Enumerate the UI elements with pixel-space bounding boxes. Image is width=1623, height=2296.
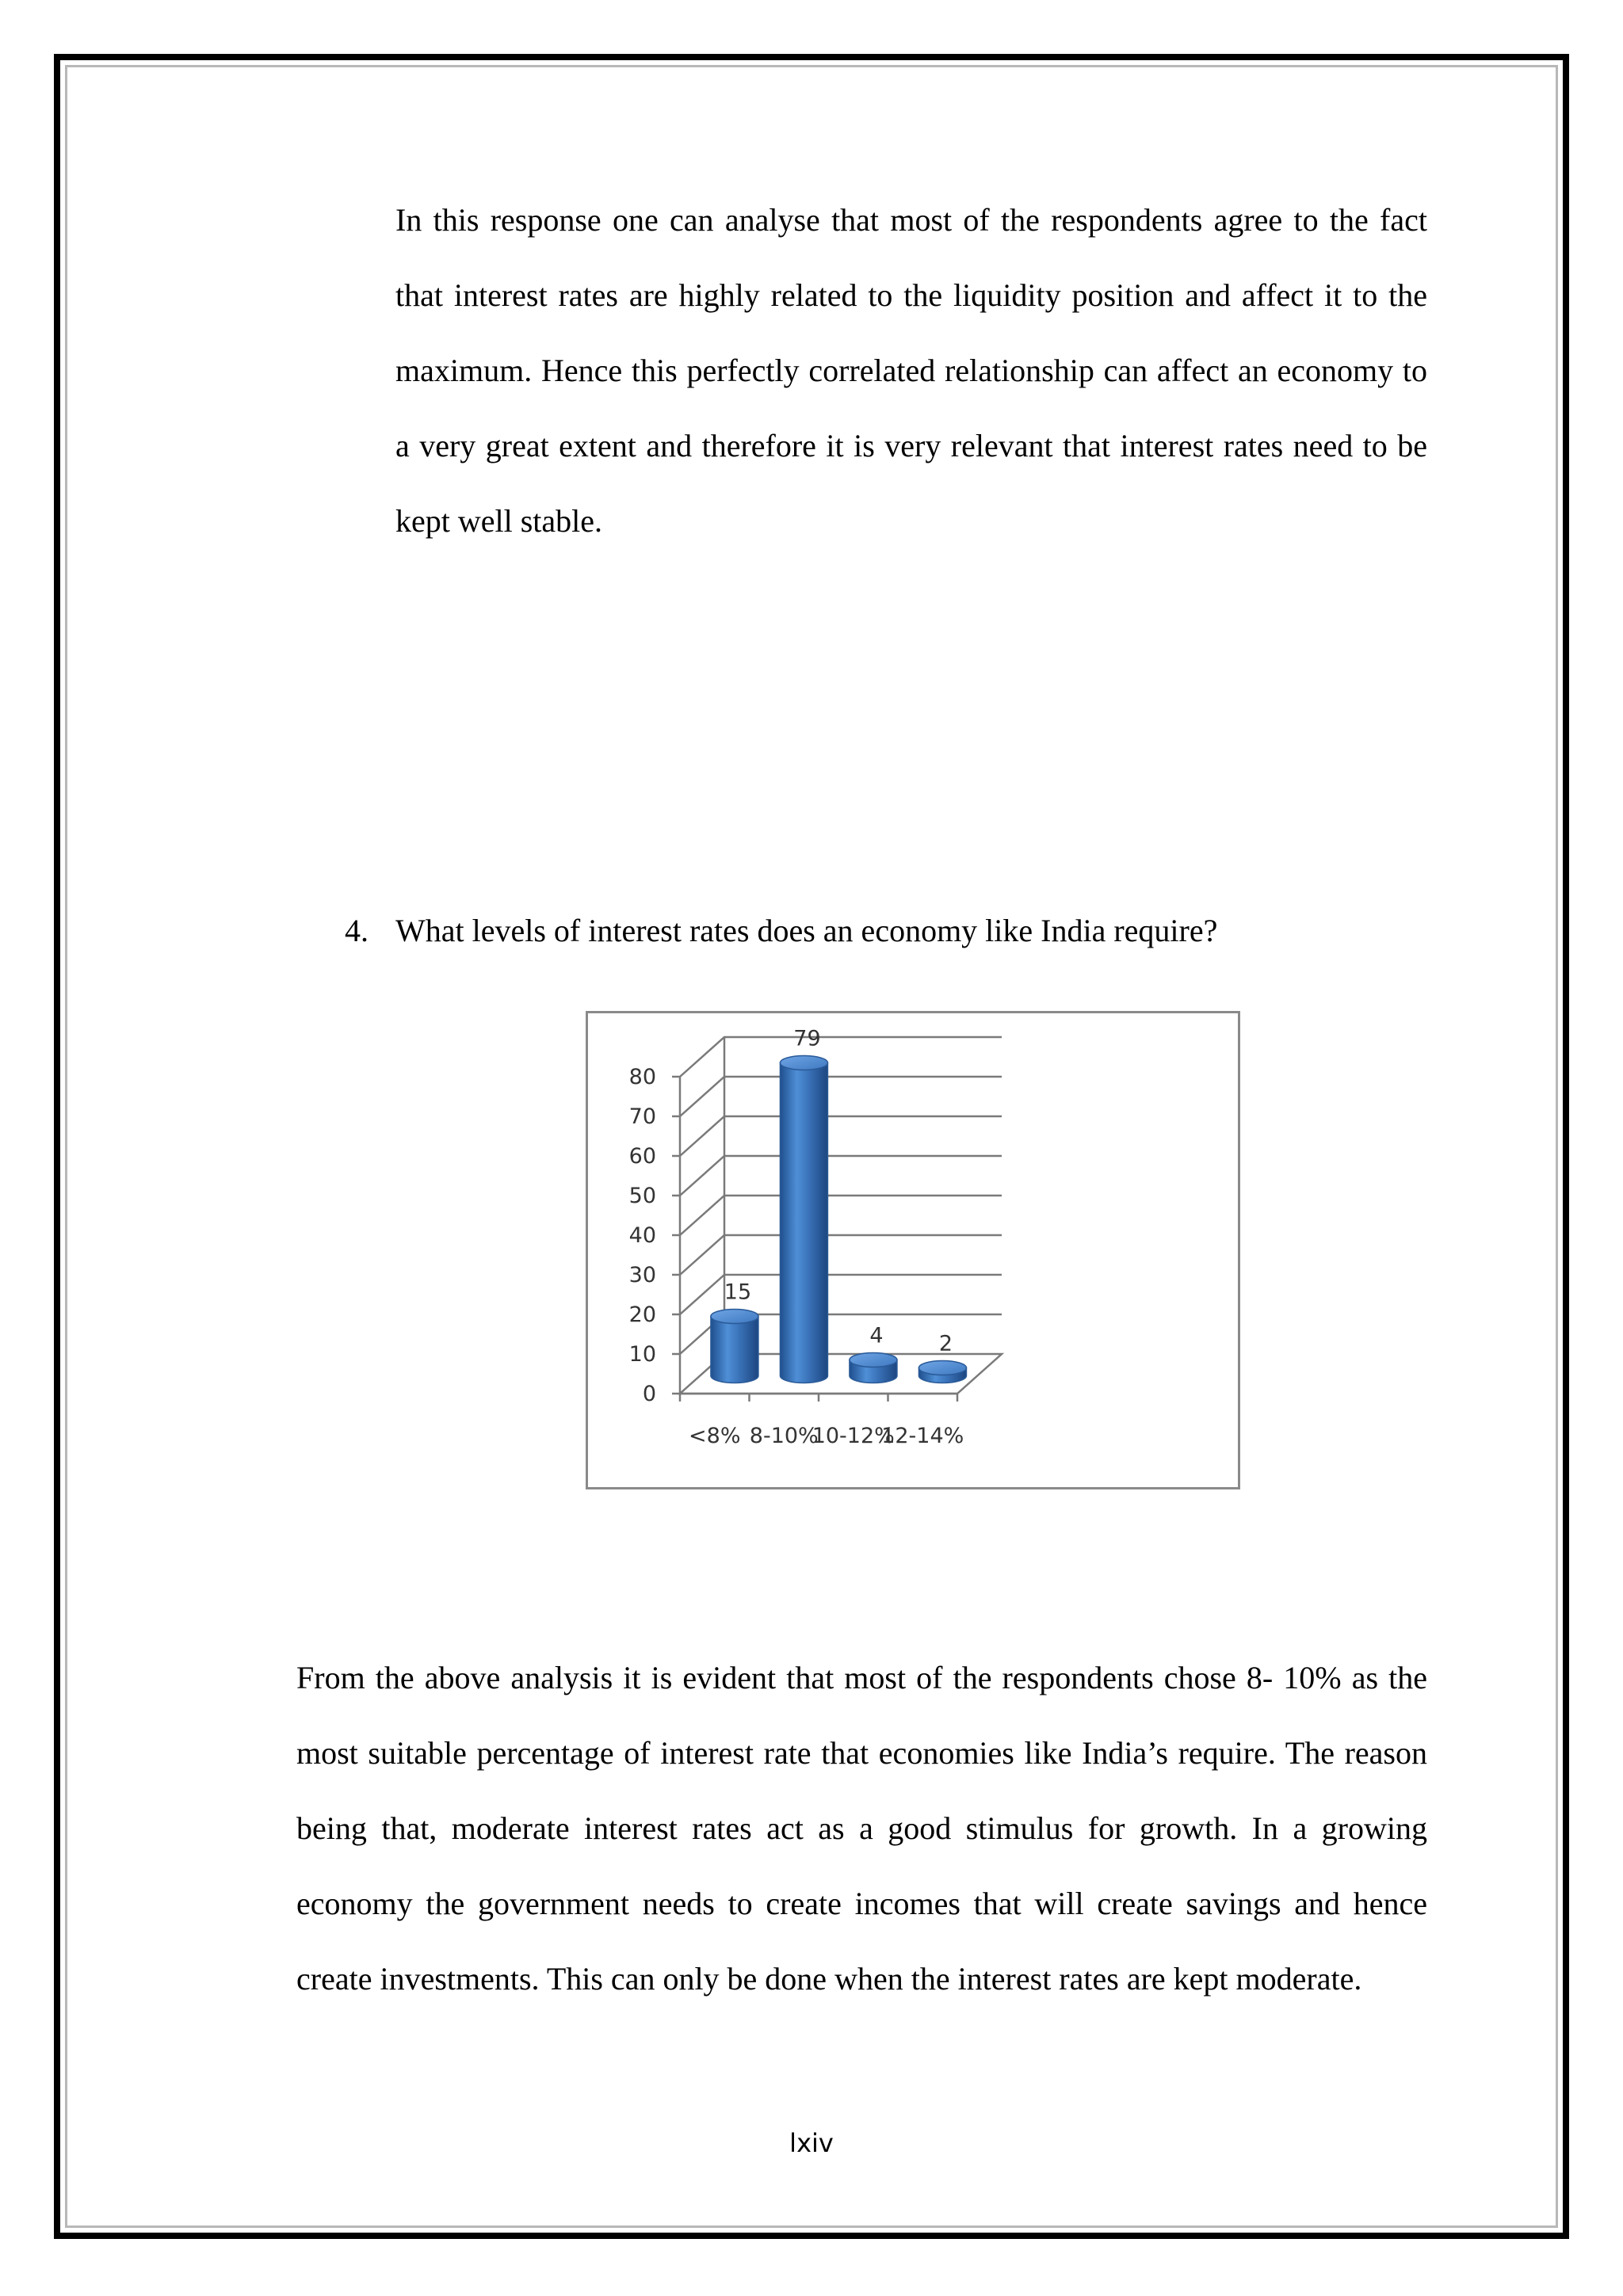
survey-question (345, 907, 1217, 955)
y-tick-label: 10 (628, 1342, 656, 1367)
bar-chart (586, 1011, 1240, 1489)
bar-8-10% (780, 1056, 827, 1383)
x-tick-label: 8-10% (749, 1424, 819, 1448)
data-label: 2 (938, 1331, 953, 1356)
y-tick-label: 40 (628, 1223, 656, 1248)
y-tick-label: 0 (642, 1382, 656, 1406)
gridline (680, 1196, 1002, 1235)
bar-cap (711, 1310, 758, 1324)
page-number: lxiv (789, 2128, 834, 2158)
bar-chart-svg (588, 1013, 1238, 1487)
bar-cap (780, 1056, 827, 1070)
y-tick-label: 20 (628, 1302, 656, 1327)
gridline (680, 1235, 1002, 1275)
x-tick-label: <8% (689, 1424, 741, 1448)
bar-10-12% (850, 1353, 897, 1383)
bar-cap (850, 1353, 897, 1367)
y-tick-label: 60 (628, 1144, 656, 1169)
gridline (680, 1077, 1002, 1116)
gridline (680, 1116, 1002, 1156)
bar-cap (918, 1361, 966, 1375)
bar-12-14% (918, 1361, 966, 1383)
y-tick-label: 50 (628, 1184, 656, 1208)
y-tick-label: 80 (628, 1065, 656, 1089)
x-tick-label: 10-12% (812, 1424, 895, 1448)
y-tick-label: 30 (628, 1263, 656, 1287)
bar-<8% (711, 1310, 758, 1383)
question-number: 4. (345, 913, 369, 948)
bar-body (780, 1063, 827, 1383)
y-tick-label: 70 (628, 1104, 656, 1129)
analysis-paragraph-1: In this response one can analyse that most of the respondents agree to the fact that interest rates are highly related to the liquidity position and affect it to the maximum. Hence this perfectly correlated relationship can affect an economy to a very great extent and therefore it is very relevant that interest rates need to be kept well stable. (395, 202, 1427, 539)
question-text: What levels of interest rates does an economy like India require? (395, 913, 1218, 948)
data-label: 79 (793, 1026, 821, 1051)
bar-body (711, 1317, 758, 1383)
gridline (680, 1156, 1002, 1196)
analysis-paragraph-2: From the above analysis it is evident that most of the respondents chose 8- 10% as the most suitable percentage of interest rate that economies like India’s require. The reason being that, moderate interest rates act as a good stimulus for growth. In a growing economy the government needs to create incomes that will create savings and hence create investments. This can only be done when the interest rates are kept moderate. (296, 1660, 1427, 1997)
gridline (680, 1037, 1002, 1077)
data-label: 15 (724, 1280, 752, 1305)
data-label: 4 (869, 1323, 884, 1348)
x-tick-label: 12-14% (881, 1424, 964, 1448)
